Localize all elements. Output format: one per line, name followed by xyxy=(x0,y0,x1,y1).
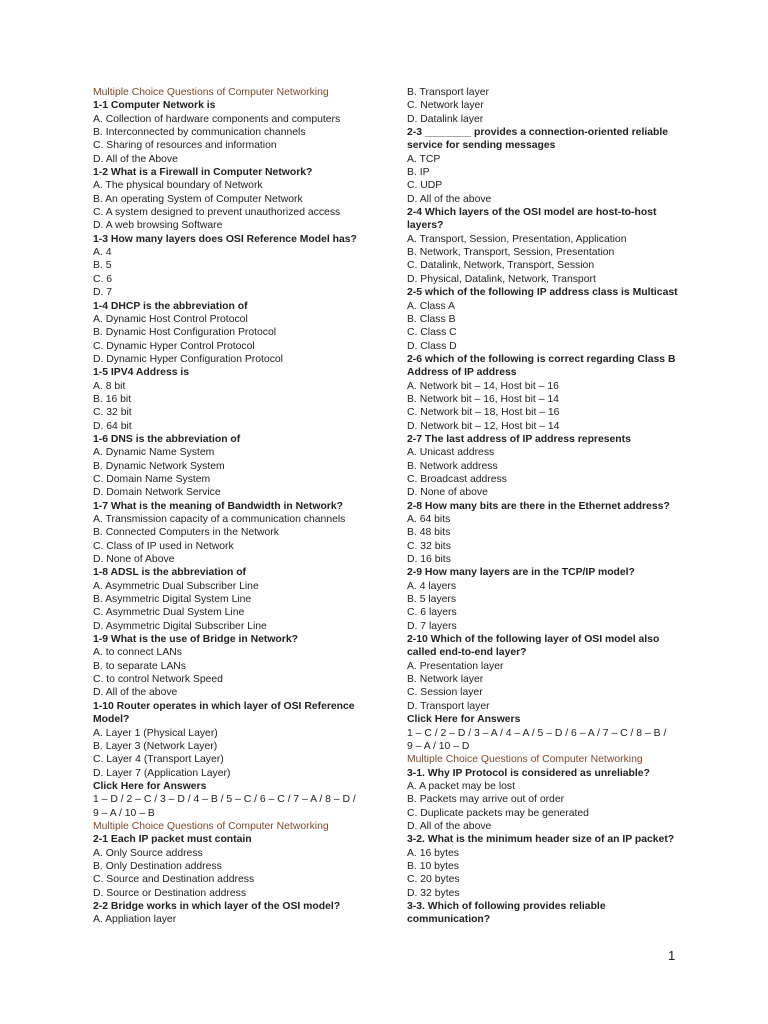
left-answer-option: C. Source and Destination address xyxy=(93,874,255,886)
right-answer-option: A. 64 bits xyxy=(407,514,451,525)
left-answer-option: C. 32 bit xyxy=(93,407,132,419)
right-answer-option: D. Class D xyxy=(407,340,457,352)
left-answer-option: A. Dynamic Host Control Protocol xyxy=(93,313,248,325)
left-answer-option: B. Asymmetric Digital System Line xyxy=(93,594,252,606)
left-question-line: 1-7 What is the meaning of Bandwidth in Network? xyxy=(93,500,343,512)
left-answer-option: C. Dynamic Hyper Control Protocol xyxy=(93,340,255,352)
right-answer-option: C. Network bit – 18, Host bit – 16 xyxy=(407,407,560,419)
left-answer-option: A. Only Source address xyxy=(93,847,203,859)
right-answer-option: A. Class A xyxy=(407,300,455,312)
page-number: 1 xyxy=(668,948,676,963)
left-text-line: 9 – A / 10 – B xyxy=(93,807,155,819)
left-answer-option: C. Asymmetric Dual System Line xyxy=(93,607,245,619)
right-answer-option: C. Network layer xyxy=(407,100,484,112)
left-answer-option: A. The physical boundary of Network xyxy=(93,180,263,192)
left-answer-option: D. Domain Network Service xyxy=(93,487,221,499)
left-question-line: Model? xyxy=(93,714,130,726)
right-question-line[interactable]: Click Here for Answers xyxy=(407,714,521,726)
right-answer-option: D. All of the above xyxy=(407,820,492,832)
left-question-line: 2-1 Each IP packet must contain xyxy=(93,834,252,846)
left-answer-option: A. Appliation layer xyxy=(93,914,177,926)
left-answer-option: A. Transmission capacity of a communication channels xyxy=(93,514,346,525)
right-answer-option: C. 6 layers xyxy=(407,607,457,619)
left-answer-option: C. 6 xyxy=(93,273,113,285)
left-question-line: 1-1 Computer Network is xyxy=(93,100,216,112)
left-answer-option: D. All of the Above xyxy=(93,153,178,165)
left-question-line: 1-9 What is the use of Bridge in Network? xyxy=(93,634,298,646)
left-answer-option: A. to connect LANs xyxy=(93,647,182,659)
right-answer-option: C. UDP xyxy=(407,180,443,192)
left-answer-option: B. An operating System of Computer Network xyxy=(93,193,303,205)
right-answer-option: A. Transport, Session, Presentation, Application xyxy=(407,233,627,245)
right-answer-option: A. Presentation layer xyxy=(407,660,504,672)
right-answer-option: B. Packets may arrive out of order xyxy=(407,794,565,806)
right-question-line: 2-8 How many bits are there in the Ethernet address? xyxy=(407,500,670,512)
left-answer-option: D. A web browsing Software xyxy=(93,220,223,232)
right-answer-option: D. 32 bytes xyxy=(407,887,460,899)
right-answer-option: B. IP xyxy=(407,167,430,179)
right-answer-option: D. All of the above xyxy=(407,193,492,205)
left-answer-option: A. 8 bit xyxy=(93,380,126,392)
left-answer-option: B. to separate LANs xyxy=(93,660,186,672)
right-question-line: 3-2. What is the minimum header size of an IP packet? xyxy=(407,834,675,846)
left-answer-option: D. 64 bit xyxy=(93,420,132,432)
left-section-heading: Multiple Choice Questions of Computer Networking xyxy=(93,87,329,98)
right-question-line: 2-6 which of the following is correct regarding Class B xyxy=(407,353,676,365)
right-answer-option: A. 4 layers xyxy=(407,580,457,592)
right-answer-option: A. Unicast address xyxy=(407,447,495,459)
left-answer-option: A. Asymmetric Dual Subscriber Line xyxy=(93,580,259,592)
left-answer-option: A. Layer 1 (Physical Layer) xyxy=(93,727,218,739)
left-column xyxy=(93,86,393,927)
right-answer-option: A. 16 bytes xyxy=(407,847,459,859)
left-question-line: 1-4 DHCP is the abbreviation of xyxy=(93,300,248,312)
right-answer-option: C. Class C xyxy=(407,327,457,339)
left-answer-option: B. Connected Computers in the Network xyxy=(93,527,279,539)
right-question-line: 2-5 which of the following IP address class is Multicast xyxy=(407,287,678,299)
left-question-line: 1-10 Router operates in which layer of OSI Reference xyxy=(93,700,355,712)
right-question-line: 2-9 How many layers are in the TCP/IP model? xyxy=(407,567,635,579)
left-question-line: 1-3 How many layers does OSI Reference Model has? xyxy=(93,233,357,245)
right-question-line: 2-10 Which of the following layer of OSI model also xyxy=(407,634,660,646)
left-answer-option: B. 16 bit xyxy=(93,393,132,405)
left-answer-option: D. None of Above xyxy=(93,554,175,566)
left-answer-option: C. Domain Name System xyxy=(93,473,211,485)
left-answer-option: B. Layer 3 (Network Layer) xyxy=(93,740,218,752)
right-answer-option: A. A packet may be lost xyxy=(407,780,516,792)
left-question-line[interactable]: Click Here for Answers xyxy=(93,780,207,792)
left-question-line: 1-2 What is a Firewall in Computer Network? xyxy=(93,167,313,179)
left-section-heading: Multiple Choice Questions of Computer Networking xyxy=(93,820,329,832)
right-text-line: 9 – A / 10 – D xyxy=(407,740,470,752)
right-answer-option: B. 10 bytes xyxy=(407,860,459,872)
right-question-line: service for sending messages xyxy=(407,140,556,152)
right-answer-option: D. Network bit – 12, Host bit – 14 xyxy=(407,420,560,432)
right-answer-option: B. Network layer xyxy=(407,674,484,686)
left-answer-option: C. to control Network Speed xyxy=(93,674,223,686)
right-answer-option: D. None of above xyxy=(407,487,488,499)
left-question-line: 1-8 ADSL is the abbreviation of xyxy=(93,567,247,579)
left-answer-option: B. Interconnected by communication channels xyxy=(93,127,306,139)
right-text-line: 1 – C / 2 – D / 3 – A / 4 – A / 5 – D / 6 – A / 7 – C / 8 – B / xyxy=(407,727,667,739)
right-answer-option: C. Broadcast address xyxy=(407,473,507,485)
left-answer-option: D. Source or Destination address xyxy=(93,887,247,899)
left-answer-option: B. Dynamic Network System xyxy=(93,460,225,472)
left-text-line: 1 – D / 2 – C / 3 – D / 4 – B / 5 – C / 6 – C / 7 – A / 8 – D / xyxy=(93,794,356,806)
right-column xyxy=(407,86,707,927)
right-question-line: 2-4 Which layers of the OSI model are host-to-host xyxy=(407,207,657,219)
left-answer-option: B. Dynamic Host Configuration Protocol xyxy=(93,327,277,339)
right-answer-option: D. 7 layers xyxy=(407,620,457,632)
left-answer-option: A. Dynamic Name System xyxy=(93,447,215,459)
right-question-line: Address of IP address xyxy=(407,367,517,379)
left-question-line: 1-6 DNS is the abbreviation of xyxy=(93,433,241,445)
left-answer-option: D. Dynamic Hyper Configuration Protocol xyxy=(93,353,283,365)
right-question-line: 3-1. Why IP Protocol is considered as unreliable? xyxy=(407,767,650,779)
left-answer-option: C. Layer 4 (Transport Layer) xyxy=(93,754,224,766)
right-answer-option: C. Duplicate packets may be generated xyxy=(407,807,589,819)
right-answer-option: D. Physical, Datalink, Network, Transport xyxy=(407,273,596,285)
right-answer-option: A. TCP xyxy=(407,153,441,165)
right-answer-option: B. 5 layers xyxy=(407,594,457,606)
right-question-line: 3-3. Which of following provides reliable xyxy=(407,900,606,912)
right-answer-option: B. Transport layer xyxy=(407,87,490,98)
left-answer-option: A. Collection of hardware components and computers xyxy=(93,113,341,125)
right-question-line: 2-7 The last address of IP address represents xyxy=(407,433,631,445)
right-question-line: called end-to-end layer? xyxy=(407,647,527,659)
left-question-line: 1-5 IPV4 Address is xyxy=(93,367,190,379)
left-answer-option: D. Asymmetric Digital Subscriber Line xyxy=(93,620,267,632)
left-answer-option: B. 5 xyxy=(93,260,112,272)
right-answer-option: D. 16 bits xyxy=(407,554,451,566)
right-answer-option: B. Network, Transport, Session, Presentation xyxy=(407,247,615,259)
right-question-line: layers? xyxy=(407,220,444,232)
right-section-heading: Multiple Choice Questions of Computer Networking xyxy=(407,754,643,766)
left-answer-option: A. 4 xyxy=(93,247,112,259)
right-answer-option: D. Datalink layer xyxy=(407,113,484,125)
right-question-line: communication? xyxy=(407,914,491,926)
left-answer-option: B. Only Destination address xyxy=(93,860,222,872)
right-answer-option: A. Network bit – 14, Host bit – 16 xyxy=(407,380,559,392)
right-answer-option: B. 48 bits xyxy=(407,527,451,539)
left-answer-option: C. Sharing of resources and information xyxy=(93,140,277,152)
left-answer-option: C. Class of IP used in Network xyxy=(93,540,234,552)
right-answer-option: B. Class B xyxy=(407,313,456,325)
left-answer-option: C. A system designed to prevent unauthorized access xyxy=(93,207,341,219)
right-answer-option: C. 20 bytes xyxy=(407,874,460,886)
right-question-line: 2-3 ________ provides a connection-oriented reliable xyxy=(407,127,669,139)
right-answer-option: C. 32 bits xyxy=(407,540,451,552)
left-question-line: 2-2 Bridge works in which layer of the OSI model? xyxy=(93,900,341,912)
right-answer-option: B. Network bit – 16, Host bit – 14 xyxy=(407,393,559,405)
left-answer-option: D. Layer 7 (Application Layer) xyxy=(93,767,231,779)
right-answer-option: C. Session layer xyxy=(407,687,483,699)
right-answer-option: D. Transport layer xyxy=(407,700,490,712)
left-answer-option: D. 7 xyxy=(93,287,113,299)
right-answer-option: C. Datalink, Network, Transport, Session xyxy=(407,260,595,272)
left-answer-option: D. All of the above xyxy=(93,687,178,699)
right-answer-option: B. Network address xyxy=(407,460,498,472)
